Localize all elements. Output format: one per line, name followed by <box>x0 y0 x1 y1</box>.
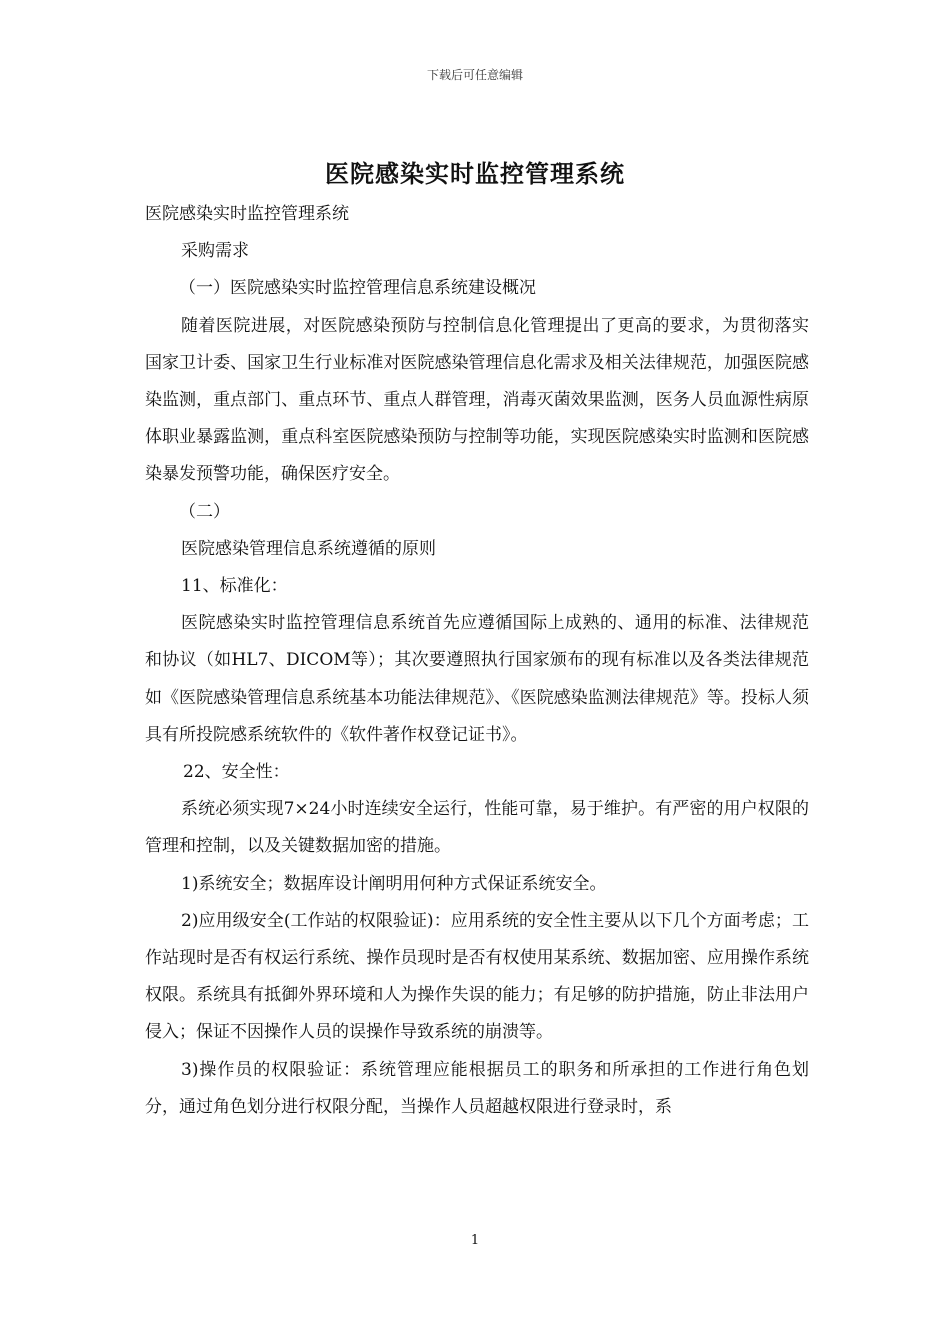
section-heading-requirements: 采购需求 <box>181 241 249 262</box>
operator-permission-item: 3)操作员的权限验证：系统管理应能根据员工的职务和所承担的工作进行角色划分，通过角色划分进行权限分配，当操作人员超越权限进行登录时，系 <box>145 1059 809 1117</box>
security-paragraph: 系统必须实现7×24小时连续安全运行，性能可靠，易于维护。有严密的用户权限的管理和控制，以及关键数据加密的措施。 <box>145 799 809 857</box>
section-heading-2: （二） <box>179 501 230 522</box>
overview-paragraph: 随着医院进展，对医院感染预防与控制信息化管理提出了更高的要求，为贯彻落实国家卫计委、国家卫生行业标准对医院感染管理信息化需求及相关法律规范，加强医院感染监测，重点部门、重点环节、重点人群管理，消毒灭菌效果监测，医务人员血源性病原体职业暴露监测，重点科室医院感染预防与控制等功能，实现医院感染实时监测和医院感染暴发预警功能，确保医疗安全。 <box>145 315 809 485</box>
section-heading-overview: （一）医院感染实时监控管理信息系统建设概况 <box>179 278 536 299</box>
page-header: 下载后可任意编辑 <box>426 68 523 82</box>
item-heading-security: 22、安全性： <box>183 762 290 783</box>
standardization-paragraph: 医院感染实时监控管理信息系统首先应遵循国际上成熟的、通用的标准、法律规范和协议（如HL7、DICOM等）；其次要遵照执行国家颁布的现有标准以及各类法律规范如《医院感染管理信息系统基本功能法律规范》、《医院感染监测法律规范》等。投标人须具有所投院感系统软件的《软件著作权登记证书》。 <box>145 613 809 745</box>
system-security-item: 1)系统安全；数据库设计阐明用何种方式保证系统安全。 <box>181 873 607 894</box>
page-number: 1 <box>470 1233 480 1248</box>
document-title: 医院感染实时监控管理系统 <box>325 159 625 188</box>
subtitle-paragraph: 医院感染实时监控管理系统 <box>145 204 349 224</box>
item-heading-standardization: 11、标准化： <box>181 576 288 597</box>
application-security-item: 2)应用级安全(工作站的权限验证)：应用系统的安全性主要从以下几个方面考虑；工作站现时是否有权运行系统、操作员现时是否有权使用某系统、数据加密、应用操作系统权限。系统具有抵御外界环境和人为操作失误的能力；有足够的防护措施，防止非法用户侵入；保证不因操作人员的误操作导致系统的崩溃等。 <box>145 910 809 1043</box>
document-body <box>145 196 809 1126</box>
section-heading-principles: 医院感染管理信息系统遵循的原则 <box>181 538 436 559</box>
